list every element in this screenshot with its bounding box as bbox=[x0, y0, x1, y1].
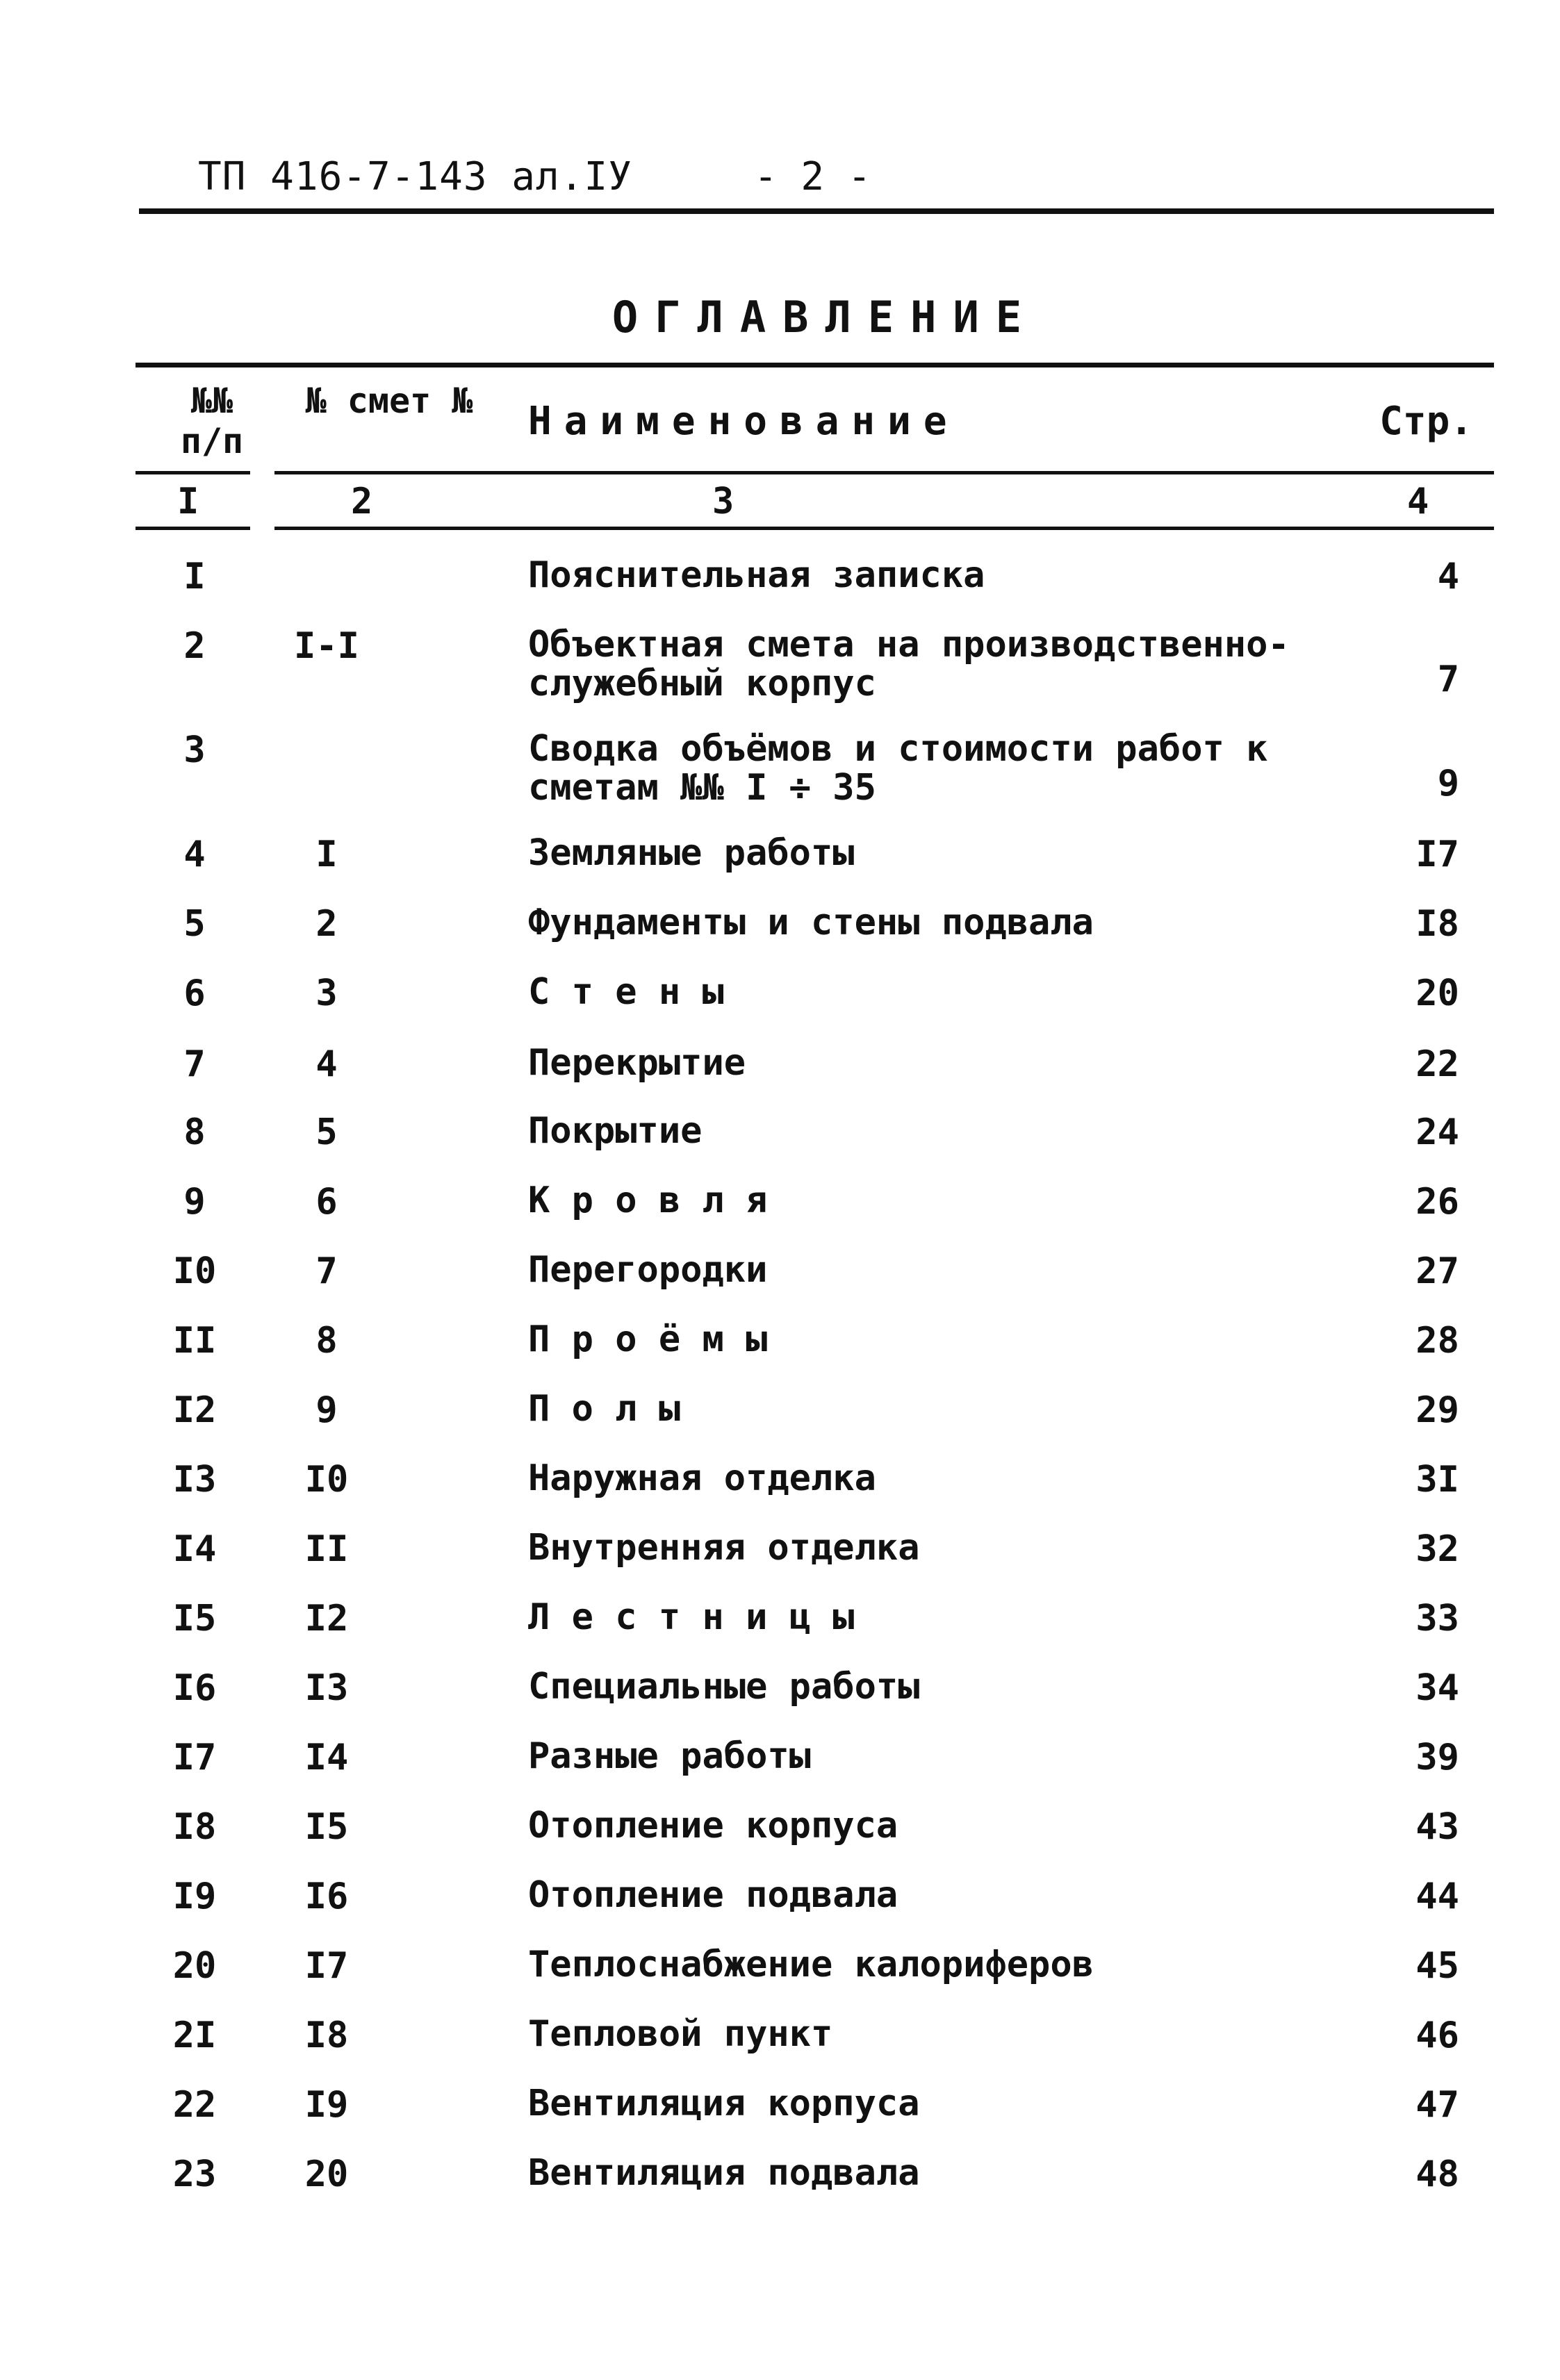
row-name: Л е с т н и ц ы bbox=[528, 1596, 855, 1638]
row-name: Наружная отделка bbox=[528, 1457, 876, 1499]
row-name: Пояснительная записка bbox=[528, 554, 985, 596]
page-title: ОГЛАВЛЕНИЕ bbox=[611, 292, 1039, 342]
row-page: 24 bbox=[1415, 1112, 1459, 1153]
row-estimate-number: 7 bbox=[315, 1250, 338, 1292]
page-number: - 2 - bbox=[754, 154, 871, 199]
row-number: I0 bbox=[172, 1250, 217, 1292]
header-rule-right bbox=[274, 471, 1494, 474]
row-page: 9 bbox=[1437, 763, 1459, 804]
row-page: 46 bbox=[1415, 2015, 1459, 2056]
row-name: Теплоснабжение калориферов bbox=[528, 1944, 1094, 1985]
row-page: 34 bbox=[1415, 1667, 1459, 1709]
row-page: 28 bbox=[1415, 1320, 1459, 1362]
row-number: 7 bbox=[183, 1043, 206, 1085]
table-top-rule bbox=[136, 363, 1494, 367]
row-number: 5 bbox=[183, 903, 206, 945]
row-number: 6 bbox=[183, 973, 206, 1014]
column-number-4: 4 bbox=[1407, 481, 1429, 522]
row-name: Объектная смета на производственно-служебный корпус bbox=[528, 624, 1290, 704]
header-rule-left bbox=[136, 471, 250, 474]
document-code: ТП 416-7-143 ал.IУ bbox=[198, 154, 632, 199]
row-estimate-number: 8 bbox=[315, 1320, 338, 1362]
column-heading-page: Стр. bbox=[1379, 399, 1473, 444]
row-name: П р о ё м ы bbox=[528, 1319, 768, 1360]
row-number: I9 bbox=[172, 1876, 217, 1917]
row-name: С т е н ы bbox=[528, 971, 724, 1013]
column-number-1: I bbox=[177, 481, 199, 522]
column-number-3: 3 bbox=[712, 481, 734, 522]
row-name: Внутренняя отделка bbox=[528, 1527, 920, 1569]
row-name: Специальные работы bbox=[528, 1666, 920, 1708]
row-number: 22 bbox=[172, 2084, 217, 2126]
row-page: 48 bbox=[1415, 2154, 1459, 2195]
row-estimate-number: 6 bbox=[315, 1181, 338, 1223]
row-name: Перекрытие bbox=[528, 1042, 746, 1084]
row-estimate-number: I4 bbox=[304, 1737, 349, 1778]
row-estimate-number: I0 bbox=[304, 1459, 349, 1501]
row-number: 4 bbox=[183, 834, 206, 875]
row-page: 47 bbox=[1415, 2084, 1459, 2126]
row-page: 27 bbox=[1415, 1250, 1459, 1292]
row-name: Разные работы bbox=[528, 1735, 811, 1777]
column-heading-estimate: № смет № bbox=[305, 381, 473, 421]
row-page: 32 bbox=[1415, 1528, 1459, 1570]
row-number: I6 bbox=[172, 1667, 217, 1709]
row-page: 3I bbox=[1415, 1459, 1459, 1501]
row-estimate-number: 5 bbox=[315, 1112, 338, 1153]
row-estimate-number: 2 bbox=[315, 903, 338, 945]
row-page: 26 bbox=[1415, 1181, 1459, 1223]
row-number: I8 bbox=[172, 1806, 217, 1848]
column-heading-name: Наименование bbox=[528, 399, 960, 444]
row-name: Перегородки bbox=[528, 1249, 768, 1291]
row-name: Покрытие bbox=[528, 1110, 703, 1152]
row-estimate-number: I5 bbox=[304, 1806, 349, 1848]
row-page: 44 bbox=[1415, 1876, 1459, 1917]
numbers-rule-left bbox=[136, 527, 250, 530]
row-page: I8 bbox=[1415, 903, 1459, 945]
row-estimate-number: I bbox=[315, 834, 338, 875]
numbers-rule-right bbox=[274, 527, 1494, 530]
row-number: 2I bbox=[172, 2015, 217, 2056]
row-page: I7 bbox=[1415, 834, 1459, 875]
row-number: 3 bbox=[183, 729, 206, 771]
row-estimate-number: I3 bbox=[304, 1667, 349, 1709]
row-estimate-number: I6 bbox=[304, 1876, 349, 1917]
row-estimate-number: I2 bbox=[304, 1598, 349, 1639]
row-name: К р о в л я bbox=[528, 1180, 768, 1221]
row-page: 33 bbox=[1415, 1598, 1459, 1639]
row-name: Отопление подвала bbox=[528, 1874, 898, 1916]
header-rule bbox=[139, 208, 1494, 214]
column-heading-number: №№ п/п bbox=[180, 381, 244, 461]
row-estimate-number: I8 bbox=[304, 2015, 349, 2056]
row-number: I2 bbox=[172, 1389, 217, 1431]
row-number: 9 bbox=[183, 1181, 206, 1223]
row-name: Вентиляция подвала bbox=[528, 2152, 920, 2194]
row-number: II bbox=[172, 1320, 217, 1362]
row-page: 39 bbox=[1415, 1737, 1459, 1778]
row-estimate-number: 3 bbox=[315, 973, 338, 1014]
row-estimate-number: I7 bbox=[304, 1945, 349, 1987]
row-page: 4 bbox=[1437, 556, 1459, 597]
row-number: I3 bbox=[172, 1459, 217, 1501]
row-page: 45 bbox=[1415, 1945, 1459, 1987]
row-name: Земляные работы bbox=[528, 832, 855, 874]
row-name: П о л ы bbox=[528, 1388, 681, 1430]
row-number: I4 bbox=[172, 1528, 217, 1570]
row-estimate-number: 20 bbox=[304, 2154, 349, 2195]
row-number: I7 bbox=[172, 1737, 217, 1778]
row-page: 29 bbox=[1415, 1389, 1459, 1431]
column-number-2: 2 bbox=[351, 481, 373, 522]
row-page: 22 bbox=[1415, 1043, 1459, 1085]
row-estimate-number: 4 bbox=[315, 1043, 338, 1085]
row-number: 8 bbox=[183, 1112, 206, 1153]
row-number: I5 bbox=[172, 1598, 217, 1639]
row-name: Отопление корпуса bbox=[528, 1805, 898, 1846]
row-estimate-number: II bbox=[304, 1528, 349, 1570]
row-estimate-number: I9 bbox=[304, 2084, 349, 2126]
row-page: 7 bbox=[1437, 659, 1459, 700]
row-number: 20 bbox=[172, 1945, 217, 1987]
row-number: 2 bbox=[183, 625, 206, 667]
row-estimate-number: I-I bbox=[294, 625, 359, 667]
row-number: I bbox=[183, 556, 206, 597]
row-estimate-number: 9 bbox=[315, 1389, 338, 1431]
row-name: Сводка объёмов и стоимости работ к сметам №№ I ÷ 35 bbox=[528, 728, 1268, 809]
row-name: Фундаменты и стены подвала bbox=[528, 902, 1094, 943]
row-name: Тепловой пункт bbox=[528, 2013, 833, 2055]
row-page: 20 bbox=[1415, 973, 1459, 1014]
row-page: 43 bbox=[1415, 1806, 1459, 1848]
row-number: 23 bbox=[172, 2154, 217, 2195]
row-name: Вентиляция корпуса bbox=[528, 2083, 920, 2124]
